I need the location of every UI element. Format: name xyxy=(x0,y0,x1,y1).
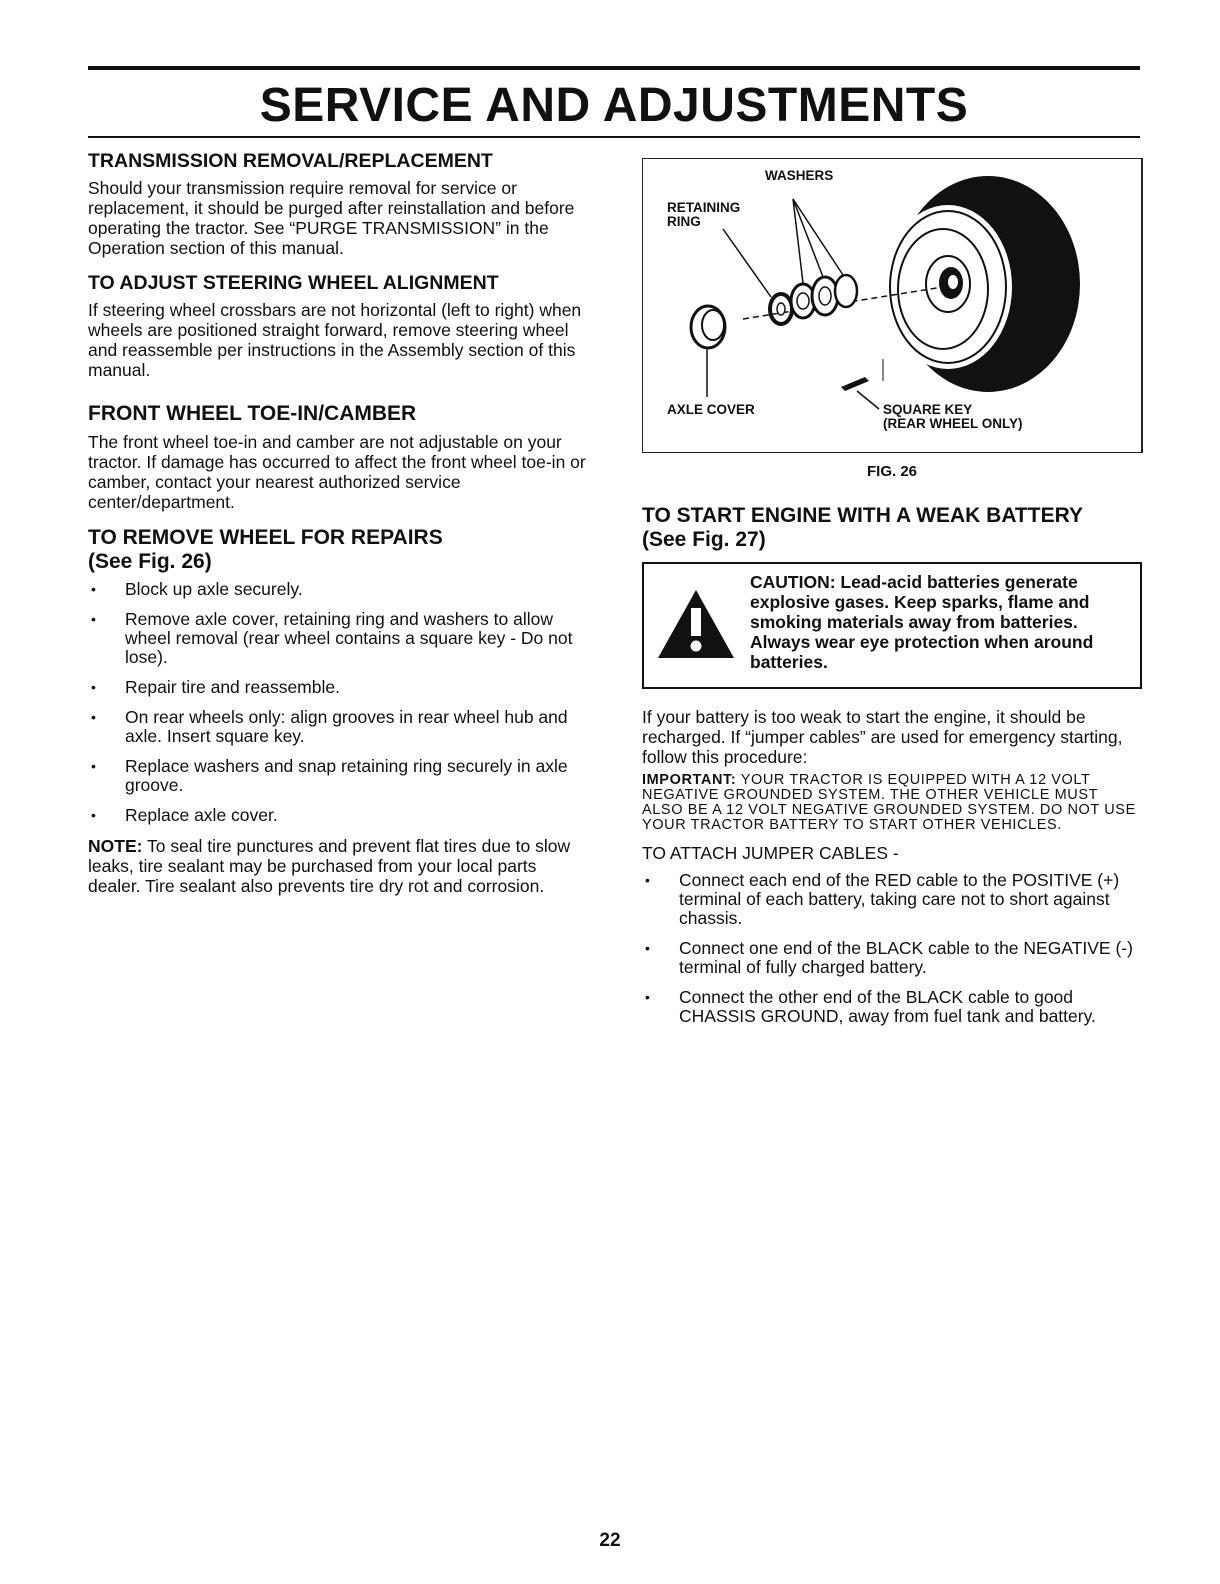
title-underline xyxy=(88,136,1140,138)
retaining-ring-label-line2: RING xyxy=(667,214,701,229)
transmission-heading: TRANSMISSION REMOVAL/REPLACEMENT xyxy=(88,150,493,172)
important-label: IMPORTANT: xyxy=(642,772,737,788)
list-item: • Connect one end of the BLACK cable to the NEGATIVE (-) terminal of fully charged battery. xyxy=(642,939,1142,977)
transmission-section xyxy=(88,150,588,258)
list-item: • Remove axle cover, retaining ring and washers to allow wheel removal (rear wheel contains a square key - Do not lose). xyxy=(88,610,588,667)
attach-cables-heading: TO ATTACH JUMPER CABLES - xyxy=(642,843,899,863)
left-column xyxy=(88,150,588,910)
caution-text: CAUTION: Lead-acid batteries generate explosive gases. Keep sparks, flame and smoking materials away from batteries. Always wear eye protection when around batteries. xyxy=(750,572,1094,672)
important-text: YOUR TRACTOR IS EQUIPPED WITH A 12 VOLT NEGATIVE GROUNDED SYSTEM. THE OTHER VEHICLE MUST ALSO BE A 12 VOLT NEGATIVE GROUNDED SYSTEM. DO NOT USE YOUR TRACTOR BATTERY TO START OTHER VEHICLES. xyxy=(642,772,1136,833)
list-item: • Repair tire and reassemble. xyxy=(88,678,588,697)
page-number: 22 xyxy=(599,1530,621,1551)
weak-battery-heading xyxy=(642,504,1142,552)
steering-body: If steering wheel crossbars are not horizontal (left to right) when wheels are positioned straight forward, remove steering wheel and reassemble per instructions in the Assembly section of this manual. xyxy=(88,300,582,380)
list-item: • On rear wheels only: align grooves in rear wheel hub and axle. Insert square key. xyxy=(88,708,588,746)
remove-wheel-heading xyxy=(88,526,588,574)
remove-wheel-heading-line1: TO REMOVE WHEEL FOR REPAIRS xyxy=(88,526,443,549)
list-item: • Connect the other end of the BLACK cable to good CHASSIS GROUND, away from fuel tank and battery. xyxy=(642,988,1142,1026)
retaining-ring-label xyxy=(667,201,740,229)
remove-wheel-section xyxy=(88,526,588,896)
list-item: • Block up axle securely. xyxy=(88,580,588,599)
washers-label: WASHERS xyxy=(765,168,834,183)
figure-26 xyxy=(642,158,1143,453)
square-key-label-line1: SQUARE KEY xyxy=(883,402,973,417)
figure-caption: FIG. 26 xyxy=(866,463,918,480)
steering-section xyxy=(88,272,588,380)
retaining-ring-label-line1: RETAINING xyxy=(667,200,741,215)
note-text: To seal tire punctures and prevent flat tires due to slow leaks, tire sealant may be purchased from your local parts dealer. Tire sealant also prevents tire dry rot and corrosion. xyxy=(88,836,571,896)
right-column xyxy=(642,158,1142,1037)
square-key-label xyxy=(883,403,1023,431)
list-item: • Connect each end of the RED cable to the POSITIVE (+) terminal of each battery, taking care not to short against chassis. xyxy=(642,871,1142,928)
top-rule xyxy=(88,66,1140,70)
square-key-label-line2: (REAR WHEEL ONLY) xyxy=(883,416,1023,431)
list-item: • Replace axle cover. xyxy=(88,806,588,825)
caution-box xyxy=(642,562,1142,689)
transmission-body: Should your transmission require removal for service or replacement, it should be purged after reinstallation and before operating the tractor. See “PURGE TRANSMISSION” in the Operation section of this manual. xyxy=(88,178,575,258)
remove-wheel-heading-line2: (See Fig. 26) xyxy=(88,550,212,573)
note-label: NOTE: xyxy=(88,836,143,856)
warning-triangle-icon xyxy=(656,588,736,660)
weak-battery-heading-line2: (See Fig. 27) xyxy=(642,528,766,551)
steering-heading: TO ADJUST STEERING WHEEL ALIGNMENT xyxy=(88,272,499,294)
toein-section xyxy=(88,402,588,512)
axle-cover-label: AXLE COVER xyxy=(667,402,755,417)
toein-body: The front wheel toe-in and camber are not adjustable on your tractor. If damage has occurred to affect the front wheel toe-in or camber, contact your nearest authorized service center/department. xyxy=(88,432,586,512)
important-notice xyxy=(642,773,1142,833)
list-item: • Replace washers and snap retaining ring securely in axle groove. xyxy=(88,757,588,795)
toein-heading: FRONT WHEEL TOE-IN/CAMBER xyxy=(88,402,417,425)
weak-battery-body: If your battery is too weak to start the engine, it should be recharged. If “jumper cables” are used for emergency starting, follow this procedure: xyxy=(642,707,1123,767)
note-paragraph xyxy=(88,836,588,896)
weak-battery-heading-line1: TO START ENGINE WITH A WEAK BATTERY xyxy=(642,504,1083,527)
page-title: SERVICE AND ADJUSTMENTS xyxy=(259,79,969,132)
jumper-cable-list xyxy=(642,871,1142,1026)
remove-wheel-list xyxy=(88,580,588,825)
